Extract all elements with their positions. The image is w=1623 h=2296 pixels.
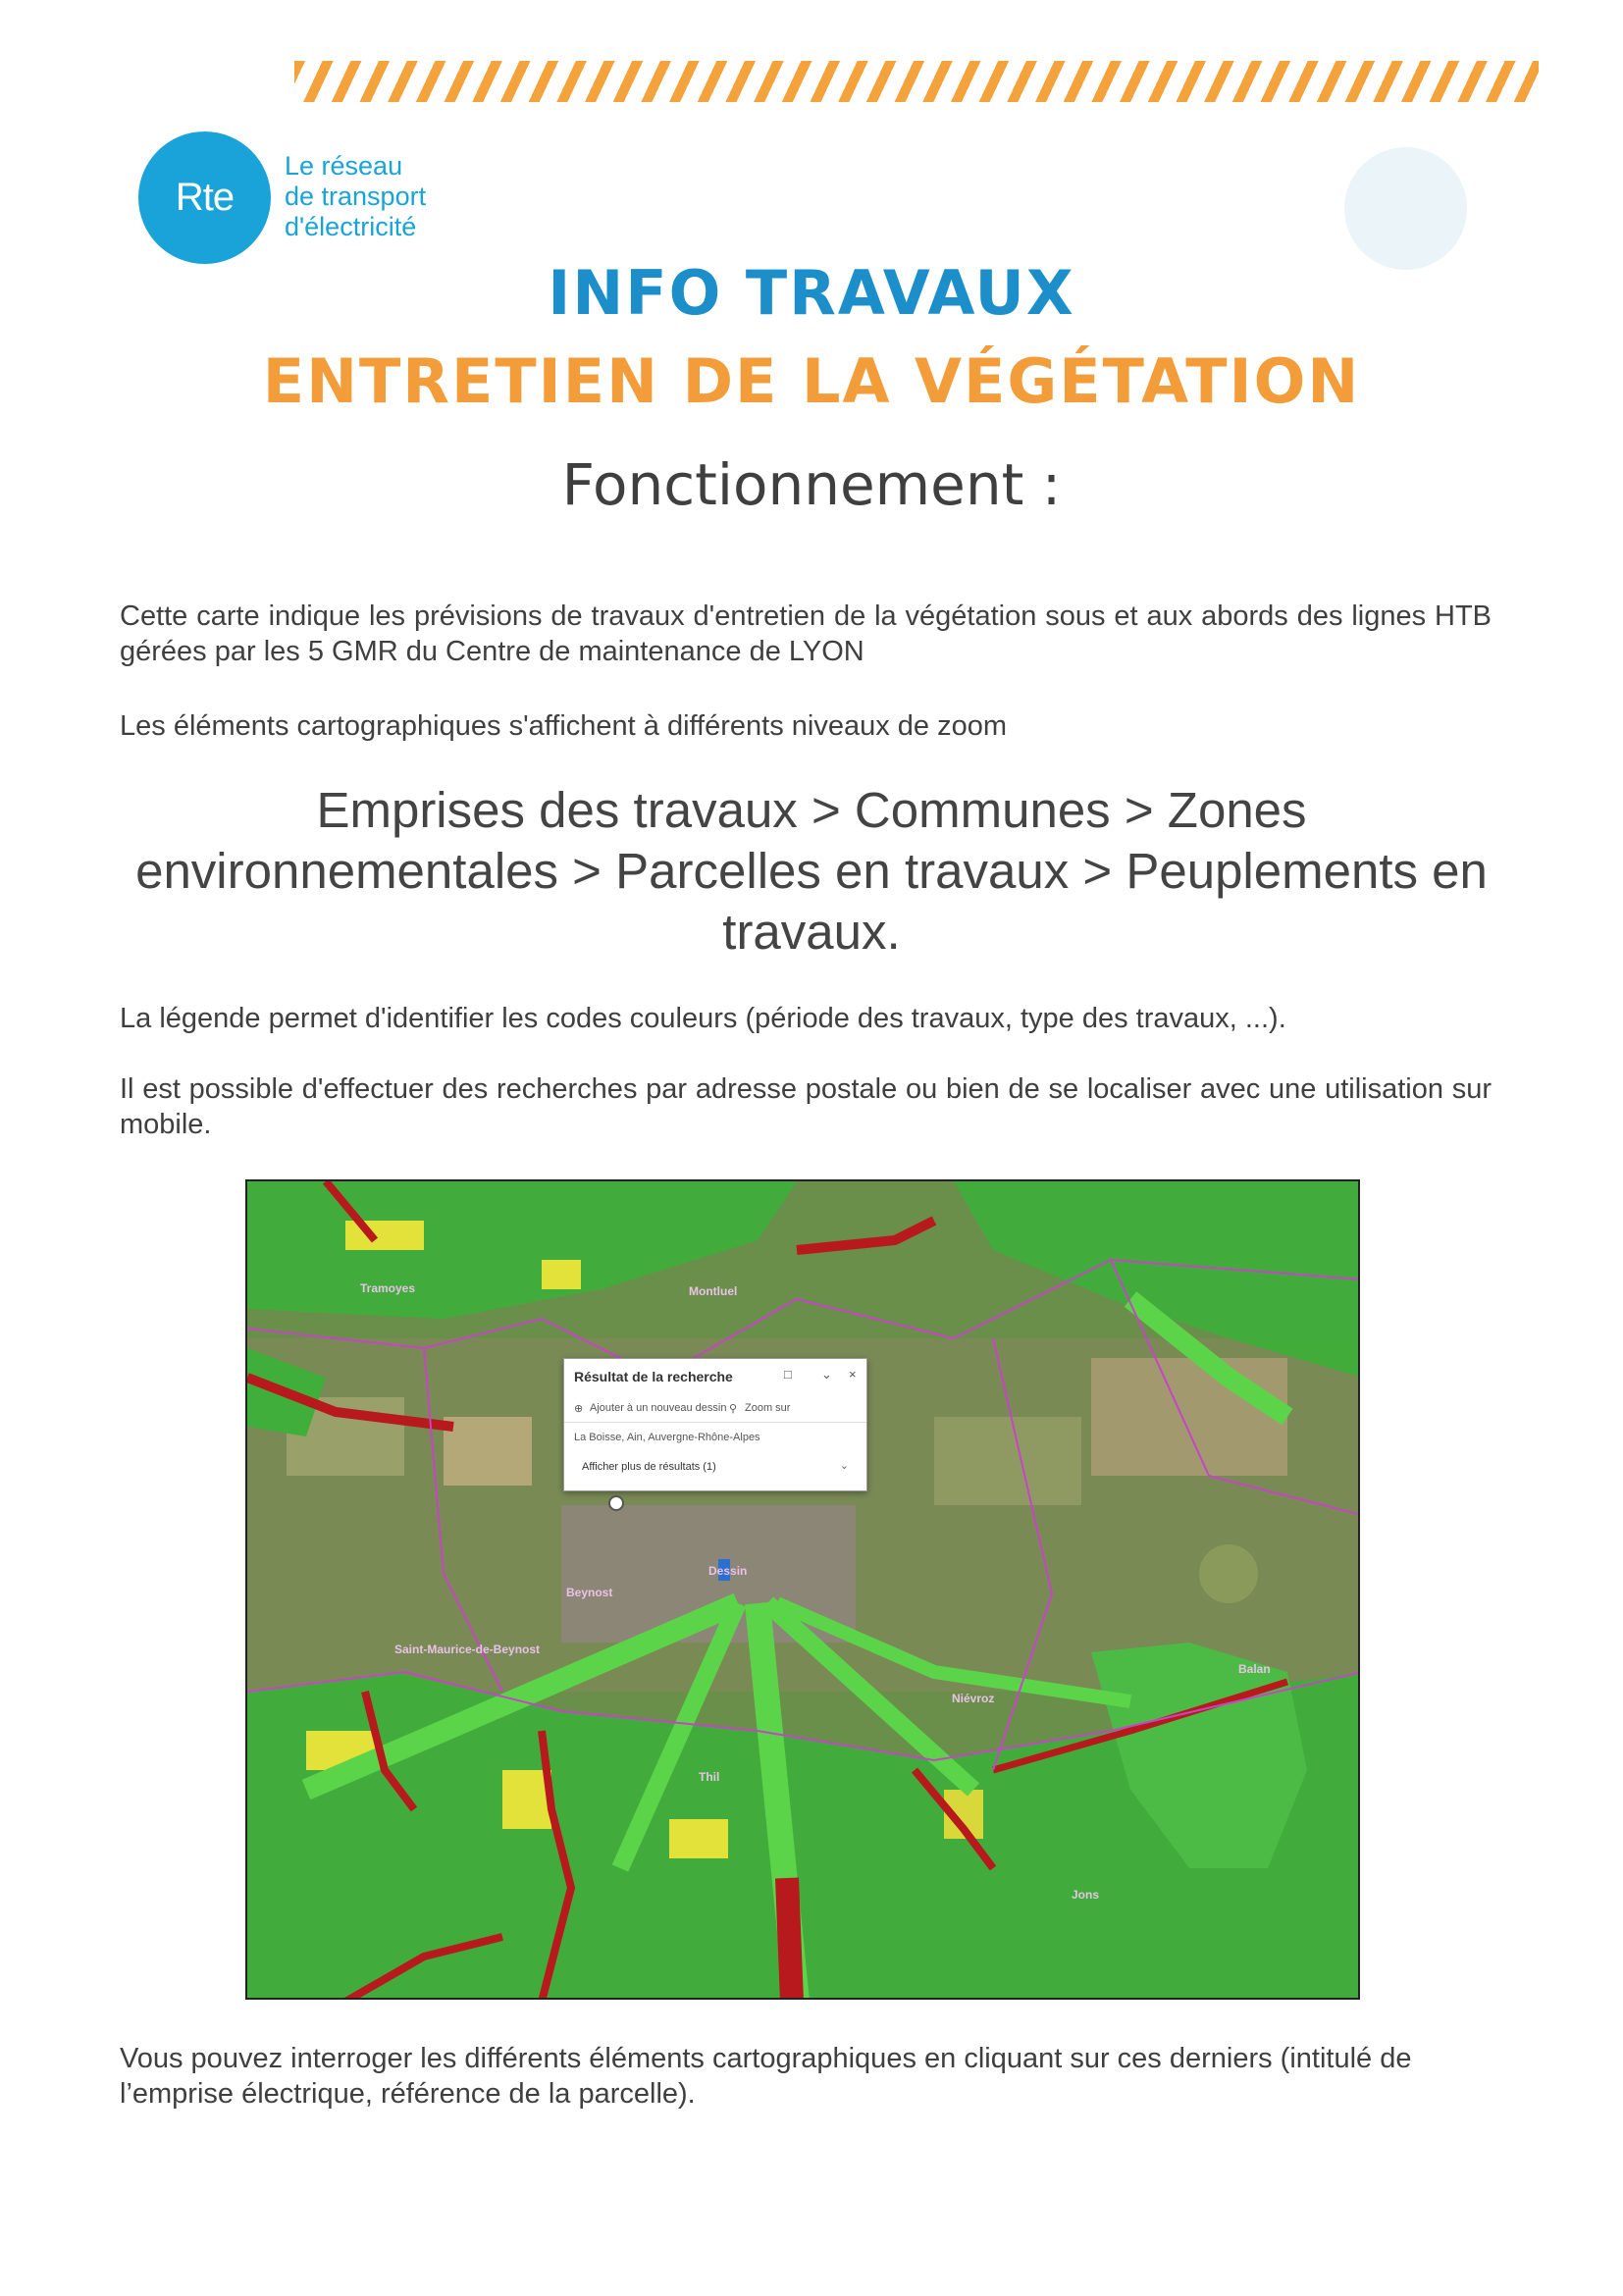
add-drawing-button[interactable]: Ajouter à un nouveau dessin xyxy=(590,1402,727,1414)
logo-line-3: d'électricité xyxy=(285,212,417,241)
town-label: Niévroz xyxy=(952,1692,995,1705)
result-location[interactable]: La Boisse, Ain, Auvergne-Rhône-Alpes xyxy=(574,1432,760,1443)
chevron-down-icon[interactable]: ⌄ xyxy=(839,1460,849,1472)
decorative-hatch-band xyxy=(294,61,1539,102)
town-label: Tramoyes xyxy=(360,1281,416,1295)
map-canvas xyxy=(247,1181,1360,2000)
logo-line-1: Le réseau xyxy=(285,151,403,181)
add-drawing-icon[interactable]: ⊕ xyxy=(574,1403,584,1415)
zoom-sequence: Emprises des travaux > Communes > Zones environnementales > Parcelles en travaux > Peuplements en travaux. xyxy=(135,782,1488,960)
popup-title: Résultat de la recherche xyxy=(574,1369,733,1384)
paragraph-search: Il est possible d'effectuer des recherches par adresse postale ou bien de se localiser avec une utilisation sur mobile. xyxy=(120,1073,1492,1140)
popup-divider xyxy=(564,1422,866,1423)
page-title: INFO TRAVAUX xyxy=(548,257,1075,329)
paragraph-intro: Cette carte indique les prévisions de travaux d'entretien de la végétation sous et aux abords des lignes HTB gérées par les 5 GMR du Centre de maintenance de LYON xyxy=(120,600,1492,667)
dock-icon[interactable]: □ xyxy=(784,1367,792,1382)
map-screenshot[interactable] xyxy=(245,1179,1360,2000)
town-label: Dessin xyxy=(708,1564,748,1578)
zoom-icon[interactable]: ⚲ xyxy=(729,1403,738,1415)
search-result-popup[interactable] xyxy=(563,1358,867,1491)
logo-mark: Rte xyxy=(175,176,235,219)
page-subtitle: ENTRETIEN DE LA VÉGÉTATION xyxy=(262,345,1361,417)
bleed-through-logo xyxy=(1344,147,1467,270)
paragraph-footer: Vous pouvez interroger les différents éléments cartographiques en cliquant sur ces derniers (intitulé de l’emprise électrique, référence de la parcelle). xyxy=(120,2043,1412,2110)
town-label: Jons xyxy=(1072,1888,1100,1902)
town-label: Balan xyxy=(1238,1662,1271,1676)
logo-text xyxy=(285,151,426,242)
section-heading: Fonctionnement : xyxy=(561,451,1062,518)
logo-line-2: de transport xyxy=(285,182,427,211)
town-label: Saint-Maurice-de-Beynost xyxy=(394,1643,541,1656)
map-pin-icon[interactable] xyxy=(608,1495,624,1511)
town-label: Beynost xyxy=(566,1586,613,1599)
rte-logo-icon xyxy=(138,131,271,264)
zoom-to-button[interactable]: Zoom sur xyxy=(745,1402,791,1414)
collapse-icon[interactable]: ⌄ xyxy=(821,1367,832,1382)
paragraph-zoom: Les éléments cartographiques s'affichent à différents niveaux de zoom xyxy=(120,710,1008,742)
paragraph-legend: La légende permet d'identifier les codes couleurs (période des travaux, type des travaux, ...). xyxy=(120,1003,1286,1034)
town-label: Montluel xyxy=(689,1284,738,1298)
more-results-link[interactable]: Afficher plus de résultats (1) xyxy=(582,1461,716,1473)
close-icon[interactable]: × xyxy=(849,1367,857,1382)
town-label: Thil xyxy=(699,1770,720,1784)
